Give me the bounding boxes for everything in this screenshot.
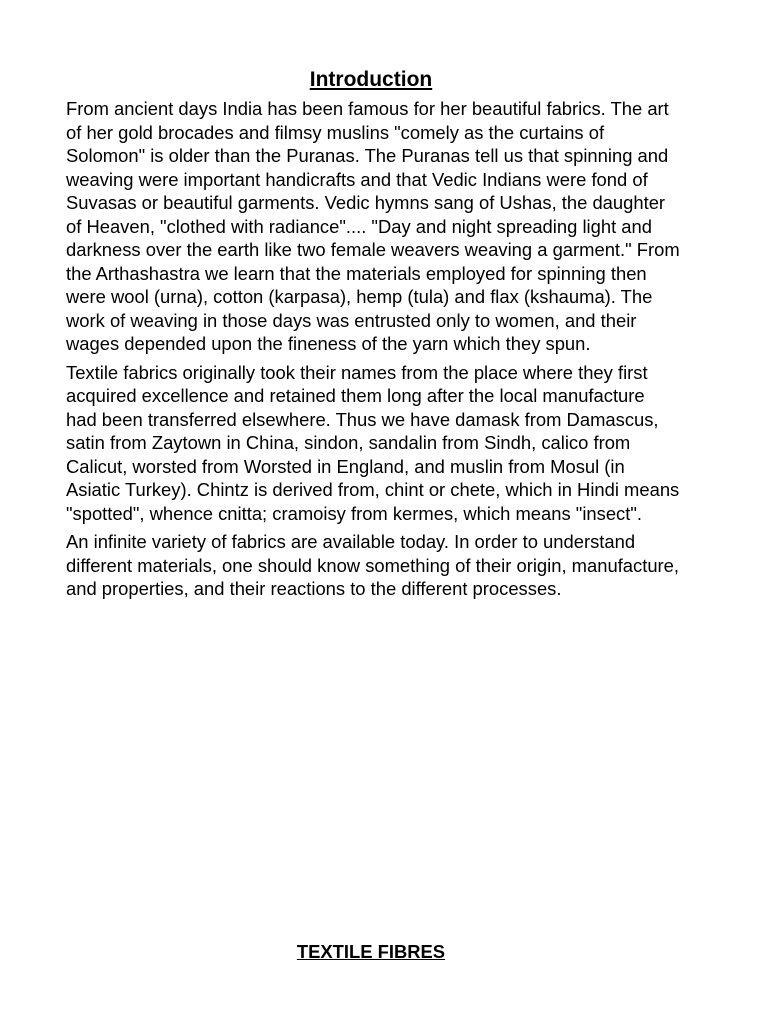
paragraph-ancient-fabrics: From ancient days India has been famous for her beautiful fabrics. The art of her gold brocades and filmsy muslins "comely as the curtains of Solomon" is older than the Puranas. The Puranas tell us that spinning and weaving were important handicrafts and that Vedic Indians were fond of Suvasas or beautiful garments. Vedic hymns sang of Ushas, the daughter of Heaven, "clothed with radiance".... "Day and night spreading light and darkness over the earth like two female weavers weaving a garment." From the Arthashastra we learn that the materials employed for spinning then were wool (urna), cotton (karpasa), hemp (tula) and flax (kshauma). The work of weaving in those days was entrusted only to women, and their wages depended upon the fineness of the yarn which they spun. [66,98,680,354]
paragraph-fabric-names: Textile fabrics originally took their names from the place where they first acquired excellence and retained them long after the local manufacture had been transferred elsewhere. Thus we have damask from Damascus, satin from Zaytown in China, sindon, sandalin from Sindh, calico from Calicut, worsted from Worsted in England, and muslin from Mosul (in Asiatic Turkey). Chintz is derived from, chint or chete, which in Hindi means "spotted", whence cnitta; cramoisy from kermes, which means "insect". [66,361,680,524]
body-text [66,97,680,606]
section-heading-textile-fibres: TEXTILE FIBRES [296,941,446,962]
page-title: Introduction [309,68,433,91]
paragraph-fabric-variety: An infinite variety of fabrics are available today. In order to understand different materials, one should know something of their origin, manufacture, and properties, and their reactions to the different processes. [66,531,680,599]
